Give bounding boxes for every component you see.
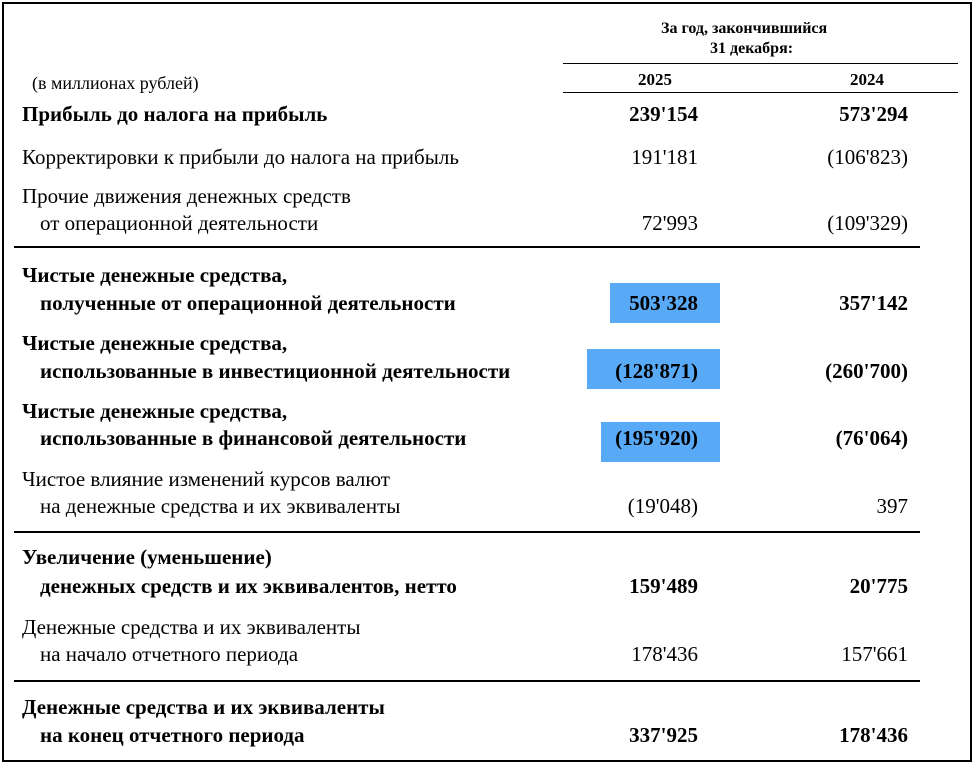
net-investing-2024-value: (260'700) [825,359,908,383]
net-investing-label-line1: Чистые денежные средства, [22,331,288,355]
net-operating-label-line2: полученные от операционной деятельности [40,291,456,315]
other-moves-2025-value: 72'993 [641,211,698,235]
net-financing-2025-value: (195'920) [615,426,698,450]
other-moves-label-line2: от операционной деятельности [40,211,319,235]
header-rule [563,63,958,64]
net-change-label-line1: Увеличение (уменьшение) [22,545,272,569]
net-change-label-line2: денежных средств и их эквивалентов, нетто [40,574,457,598]
fx-effect-2025-value: (19'048) [627,494,698,518]
net-investing-2025-value: (128'871) [615,359,698,383]
column-header-rule [563,92,958,93]
profit-2024-value: 573'294 [839,102,908,126]
opening-2025-value: 178'436 [631,642,698,666]
closing-label-line2: на конец отчетного периода [40,723,305,747]
net-operating-label-line1: Чистые денежные средства, [22,263,288,287]
column-2024-header: 2024 [850,70,884,89]
adjustments-label: Корректировки к прибыли до налога на прибыль [22,145,459,169]
opening-label-line2: на начало отчетного периода [40,642,299,666]
opening-label-line1: Денежные средства и их эквиваленты [22,615,361,639]
section-rule [14,531,920,533]
net-change-2025-value: 159'489 [629,574,698,598]
closing-2025-value: 337'925 [629,723,698,747]
closing-2024-value: 178'436 [839,723,908,747]
net-financing-label-line2: использованные в финансовой деятельности [40,426,467,450]
column-2025-header: 2025 [638,70,672,89]
profit-label: Прибыль до налога на прибыль [22,102,328,126]
net-change-2024-value: 20'775 [849,574,908,598]
period-heading-line2: 31 декабря: [710,40,794,57]
net-operating-2025-value: 503'328 [629,291,698,315]
closing-label-line1: Денежные средства и их эквиваленты [22,695,385,719]
section-rule [14,246,920,248]
period-heading-line1: За год, закончившийся [661,20,828,37]
fx-effect-2024-value: 397 [876,494,908,518]
other-moves-label-line1: Прочие движения денежных средств [22,184,351,208]
fx-effect-label-line2: на денежные средства и их эквиваленты [40,494,401,518]
other-moves-2024-value: (109'329) [827,211,908,235]
opening-2024-value: 157'661 [841,642,908,666]
net-financing-label-line1: Чистые денежные средства, [22,399,288,423]
adjustments-2025-value: 191'181 [631,145,698,169]
net-investing-label-line2: использованные в инвестиционной деятельности [40,359,511,383]
net-financing-2024-value: (76'064) [835,426,908,450]
profit-2025-value: 239'154 [629,102,698,126]
net-operating-2024-value: 357'142 [839,291,908,315]
adjustments-2024-value: (106'823) [827,145,908,169]
section-rule [14,680,920,682]
units-label: (в миллионах рублей) [32,73,199,93]
fx-effect-label-line1: Чистое влияние изменений курсов валют [22,467,390,491]
